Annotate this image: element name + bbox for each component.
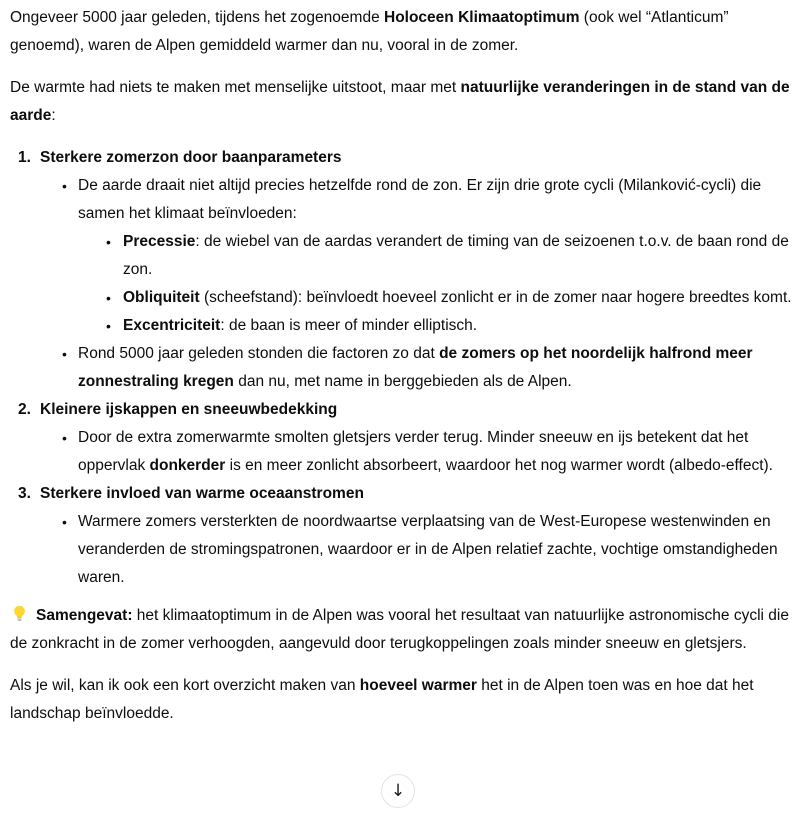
text-run: de zomers op het noordelijk halfrond meer zonnestraling kregen <box>78 345 753 390</box>
bullet-marker: • <box>106 318 111 334</box>
paragraph-closing <box>10 672 796 728</box>
scroll-to-bottom-button[interactable] <box>381 774 415 808</box>
list-text <box>78 424 796 480</box>
bullet-marker: • <box>62 430 67 446</box>
text-run: De aarde draait niet altijd precies hetzelfde rond de zon. Er zijn drie grote cycli (Milanković-cycli) die samen het klimaat beïnvloeden: <box>78 177 762 222</box>
list-text <box>78 340 796 396</box>
text-run: : de baan is meer of minder elliptisch. <box>220 317 478 334</box>
list-item-title: Kleinere ijskappen en sneeuwbedekking <box>40 401 338 418</box>
bullet-marker: • <box>62 346 67 362</box>
text-run: hoeveel warmer <box>359 677 477 694</box>
text-run: Door de extra zomerwarmte smolten gletsjers verder terug. Minder sneeuw en ijs betekent dat het oppervlak <box>78 429 749 474</box>
list-row <box>10 340 796 396</box>
list-item-1 <box>10 144 796 396</box>
paragraph-cause <box>10 74 796 130</box>
list-text <box>123 312 796 340</box>
text-run: : de wiebel van de aardas verandert de timing van de seizoenen t.o.v. de baan rond de zon. <box>123 233 789 278</box>
text-run: Ongeveer 5000 jaar geleden, tijdens het zogenoemde <box>10 9 384 26</box>
list-row <box>10 424 796 480</box>
text-run: Als je wil, kan ik ook een kort overzicht maken van <box>10 677 360 694</box>
text-run: dan nu, met name in berggebieden als de Alpen. <box>233 373 572 390</box>
text-run: is en meer zonlicht absorbeert, waardoor het nog warmer wordt (albedo-effect). <box>225 457 773 474</box>
text-run: natuurlijke veranderingen in de stand van de aarde <box>10 79 790 124</box>
text-run: Holoceen Klimaatoptimum <box>384 9 580 26</box>
text-run: Samengevat: <box>36 607 133 624</box>
list-item-title: Sterkere zomerzon door baanparameters <box>40 149 342 166</box>
list-item-title-row <box>10 480 796 508</box>
list-number: 3. <box>18 485 31 502</box>
list-text <box>78 508 796 592</box>
text-run: het in de Alpen toen was en hoe dat het landschap beïnvloedde. <box>10 677 754 722</box>
bullet-marker: • <box>62 514 67 530</box>
bullet-marker: • <box>106 290 111 306</box>
text-run: Excentriciteit <box>123 317 221 334</box>
paragraph-intro <box>10 4 796 60</box>
list-text <box>123 284 796 312</box>
list-text <box>123 228 796 284</box>
text-run: Precessie <box>123 233 196 250</box>
text-run: (scheefstand): beïnvloedt hoeveel zonlicht er in de zomer naar hogere breedtes komt. <box>199 289 792 306</box>
list-row <box>10 172 796 228</box>
text-run: Warmere zomers versterkten de noordwaartse verplaatsing van de West-Europese westenwinden en veranderden de stromingspatronen, waardoor er in de Alpen relatief zachte, vochtige omstandigheden waren. <box>78 513 778 586</box>
text-run: Rond 5000 jaar geleden stonden die factoren zo dat <box>78 345 440 362</box>
text-run: Obliquiteit <box>123 289 200 306</box>
text-run: donkerder <box>149 457 226 474</box>
text-run: : <box>51 107 56 124</box>
list-row <box>10 228 796 284</box>
list-item-title: Sterkere invloed van warme oceaanstromen <box>40 485 364 502</box>
list-number: 1. <box>18 149 31 166</box>
text-run: De warmte had niets te maken met menselijke uitstoot, maar met <box>10 79 461 96</box>
list-item-3 <box>10 480 796 592</box>
down-arrow-icon: ↓ <box>390 780 406 801</box>
text-run: het klimaatoptimum in de Alpen was vooral het resultaat van natuurlijke astronomische cycli die de zonkracht in de zomer verhoogden, aangevuld door terugkoppelingen zoals minder sneeuw en gletsjers. <box>10 607 789 652</box>
list-item-title-row <box>10 144 796 172</box>
lightbulb-icon <box>10 604 29 623</box>
list-row <box>10 284 796 312</box>
list-item-title-row <box>10 396 796 424</box>
list-row <box>10 508 796 592</box>
bullet-marker: • <box>62 178 67 194</box>
list-row <box>10 312 796 340</box>
ordered-list <box>10 144 796 592</box>
summary-text <box>10 607 789 652</box>
list-text <box>78 172 796 228</box>
bullet-marker: • <box>106 234 111 250</box>
list-item-2 <box>10 396 796 480</box>
text-run: (ook wel “Atlanticum” genoemd), waren de Alpen gemiddeld warmer dan nu, vooral in de zomer. <box>10 9 729 54</box>
paragraph-summary <box>10 602 796 658</box>
list-number: 2. <box>18 401 31 418</box>
